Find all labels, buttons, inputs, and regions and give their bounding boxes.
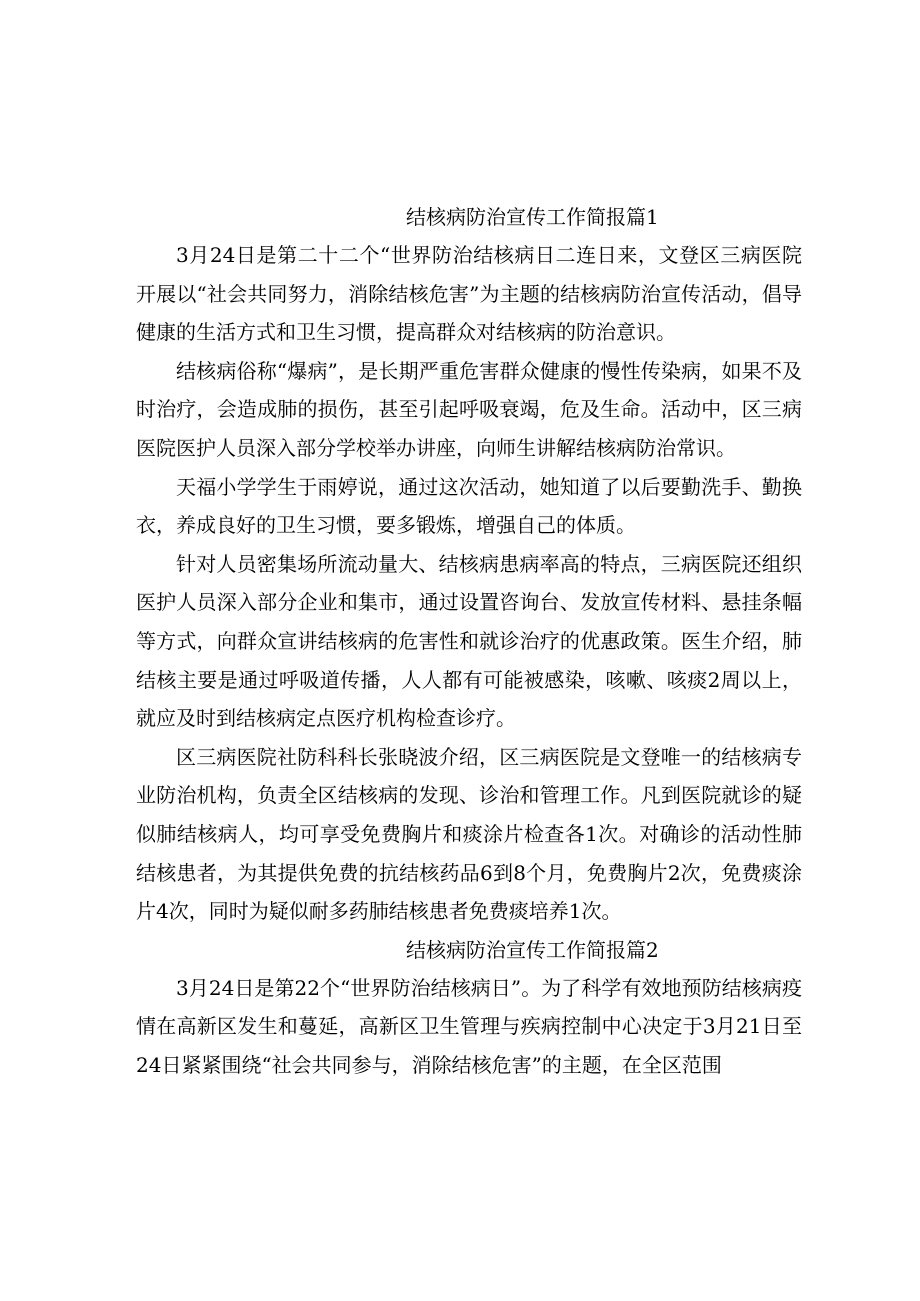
paragraph: 结核病俗称“爆病”，是长期严重危害群众健康的慢性传染病，如果不及时治疗，会造成肺的损伤，甚至引起呼吸衰竭，危及生命。活动中，区三病医院医护人员深入部分学校举办讲座，向师生讲解结核病防治常识。 [136,358,802,460]
paragraph: 3月24日是第二十二个“世界防治结核病日二连日来，文登区三病医院开展以“社会共同努力，消除结核危害”为主题的结核病防治宣传活动，倡导健康的生活方式和卫生习惯，提高群众对结核病的防治意识。 [136,243,802,345]
paragraph: 3月24日是第22个“世界防治结核病日”。为了科学有效地预防结核病疫情在高新区发生和蔓延，高新区卫生管理与疾病控制中心决定于3月21日至24日紧紧围绕“社会共同参与，消除结核危害”的主题，在全区范围 [136,975,802,1077]
paragraph: 天福小学学生于雨婷说，通过这次活动，她知道了以后要勤洗手、勤换衣，养成良好的卫生习惯，要多锻炼，增强自己的体质。 [136,474,802,538]
paragraph: 针对人员密集场所流动量大、结核病患病率高的特点，三病医院还组织医护人员深入部分企业和集市，通过设置咨询台、发放宣传材料、悬挂条幅等方式，向群众宣讲结核病的危害性和就诊治疗的优惠政策。医生介绍，肺结核主要是通过呼吸道传播，人人都有可能被感染，咳嗽、咳痰2周以上，就应及时到结核病定点医疗机构检查诊疗。 [136,551,802,731]
paragraph: 区三病医院社防科科长张晓波介绍，区三病医院是文登唯一的结核病专业防治机构，负责全区结核病的发现、诊治和管理工作。凡到医院就诊的疑似肺结核病人，均可享受免费胸片和痰涂片检查各1次。对确诊的活动性肺结核患者，为其提供免费的抗结核药品6到8个月，免费胸片2次，免费痰涂片4次，同时为疑似耐多药肺结核患者免费痰培养1次。 [136,744,802,924]
section-title: 结核病防治宣传工作简报篇1 [406,205,659,229]
document-body [136,198,802,1084]
section-title: 结核病防治宣传工作简报篇2 [406,937,659,962]
